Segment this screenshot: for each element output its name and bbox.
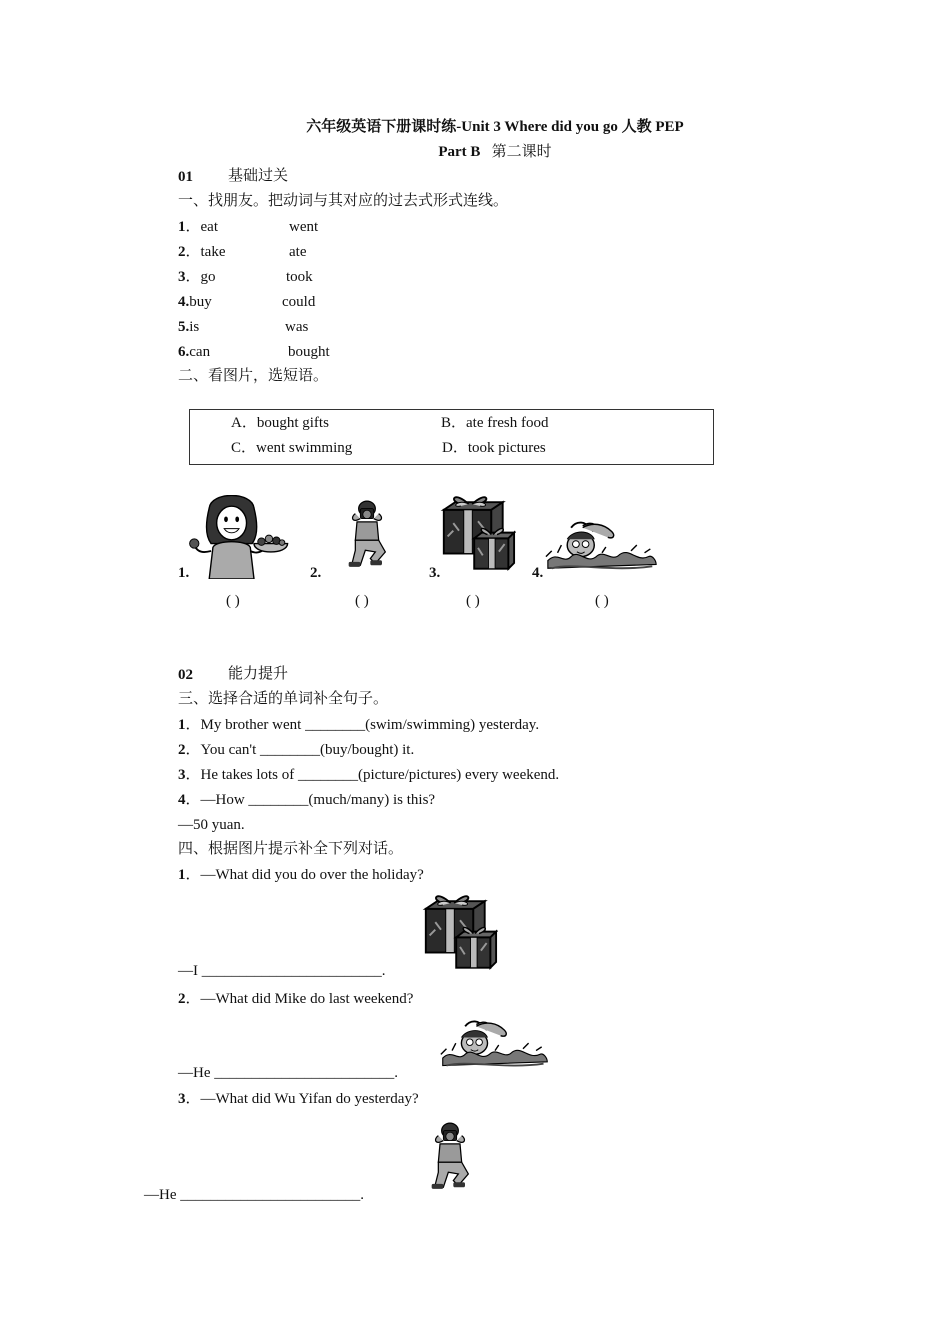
question-text: —What did you do over the holiday? [200, 867, 424, 883]
section-02-number: 02 [178, 667, 193, 683]
past-form: could [282, 294, 316, 310]
dialogue-answer[interactable]: —I ________________________. [178, 963, 386, 979]
document-subtitle [0, 145, 950, 160]
gift-boxes-icon [440, 493, 516, 577]
sentence-item [178, 718, 539, 733]
row-number: 2 [178, 244, 186, 260]
item-sep: ． [185, 1091, 201, 1107]
option-text: bought gifts [256, 415, 329, 431]
sentence-item [178, 793, 435, 808]
section-01-number: 01 [178, 169, 193, 185]
answer-line: —50 yuan. [178, 817, 245, 833]
swimmer-icon [542, 518, 662, 576]
item-number: 3 [178, 1091, 186, 1107]
sentence-text: —How ________(much/many) is this? [200, 792, 436, 808]
item-number: 1 [178, 867, 186, 883]
part-1-title: 一、找朋友。把动词与其对应的过去式形式连线。 [178, 193, 509, 209]
sentence-item [178, 743, 414, 758]
dialogue-answer[interactable]: —He ________________________. [178, 1065, 398, 1081]
option-letter: B． [441, 415, 467, 431]
item-sep: ． [185, 767, 201, 783]
verb-word: take [200, 244, 226, 260]
part-2-title: 二、看图片，选短语。 [178, 368, 329, 384]
matching-row [178, 320, 199, 335]
option-letter: C． [231, 440, 257, 456]
option-text: went swimming [256, 440, 353, 456]
item-sep: ． [185, 867, 201, 883]
document-title: 六年级英语下册课时练-Unit 3 Where did you go 人教 PEP [306, 119, 684, 135]
option-text: took pictures [467, 440, 546, 456]
sentence-text: My brother went ________(swim/swimming) yesterday. [200, 717, 540, 733]
row-number: 3 [178, 269, 186, 285]
item-sep: ． [185, 742, 201, 758]
answer-blank-2[interactable]: ( ) [355, 593, 369, 609]
sentence-item [178, 768, 559, 783]
answer-blank-4[interactable]: ( ) [595, 593, 609, 609]
row-number: 6. [178, 344, 190, 360]
past-form: ate [289, 244, 307, 260]
item-number: 2 [178, 742, 186, 758]
section-02-label: 能力提升 [228, 666, 289, 682]
row-sep: ． [185, 219, 201, 235]
option-a [231, 416, 329, 431]
item-number: 1 [178, 717, 186, 733]
gift-boxes-icon [422, 892, 498, 976]
sentence-text: You can't ________(buy/bought) it. [200, 742, 415, 758]
verb-word: go [200, 269, 216, 285]
matching-row [178, 220, 218, 235]
subtitle-part: Part B [438, 144, 481, 160]
option-c [231, 441, 352, 456]
dialogue-answer[interactable]: —He ________________________. [144, 1187, 364, 1203]
part-4-title: 四、根据图片提示补全下列对话。 [178, 841, 404, 857]
option-letter: D． [442, 440, 468, 456]
item-number: 2 [178, 991, 186, 1007]
item-number: 3 [178, 767, 186, 783]
row-number: 4. [178, 294, 190, 310]
item-sep: ． [185, 717, 201, 733]
item-number: 4 [178, 792, 186, 808]
matching-row [178, 245, 226, 260]
item-sep: ． [185, 991, 201, 1007]
option-d [442, 441, 546, 456]
question-text: —What did Wu Yifan do yesterday? [200, 1091, 419, 1107]
picture-number-3: 3. [429, 565, 441, 581]
picture-number-4: 4. [532, 565, 544, 581]
dialogue-question [178, 992, 413, 1007]
option-letter: A． [231, 415, 257, 431]
matching-row [178, 345, 210, 360]
past-form: went [289, 219, 319, 235]
past-form: bought [288, 344, 330, 360]
answer-blank-1[interactable]: ( ) [226, 593, 240, 609]
row-sep: ． [185, 269, 201, 285]
section-01-label: 基础过关 [228, 168, 289, 184]
dialogue-question [178, 1092, 419, 1107]
question-text: —What did Mike do last weekend? [200, 991, 414, 1007]
option-b [441, 416, 548, 431]
picture-number-1: 1. [178, 565, 190, 581]
photographer-icon [342, 494, 392, 574]
photographer-icon [425, 1116, 475, 1196]
verb-word: can [189, 344, 211, 360]
row-number: 1 [178, 219, 186, 235]
verb-word: is [189, 319, 200, 335]
answer-blank-3[interactable]: ( ) [466, 593, 480, 609]
past-form: was [285, 319, 309, 335]
subtitle-lesson: 第二课时 [491, 144, 552, 160]
option-text: ate fresh food [466, 415, 549, 431]
row-number: 5. [178, 319, 190, 335]
dialogue-question [178, 868, 424, 883]
row-sep: ． [185, 244, 201, 260]
past-form: took [286, 269, 313, 285]
part-3-title: 三、选择合适的单词补全句子。 [178, 691, 389, 707]
matching-row [178, 295, 212, 310]
verb-word: buy [189, 294, 212, 310]
girl-with-food-bowl-icon [188, 495, 292, 579]
verb-word: eat [200, 219, 218, 235]
item-sep: ． [185, 792, 201, 808]
matching-row [178, 270, 216, 285]
swimmer-icon [437, 1017, 553, 1073]
picture-number-2: 2. [310, 565, 322, 581]
sentence-text: He takes lots of ________(picture/pictures) every weekend. [200, 767, 560, 783]
